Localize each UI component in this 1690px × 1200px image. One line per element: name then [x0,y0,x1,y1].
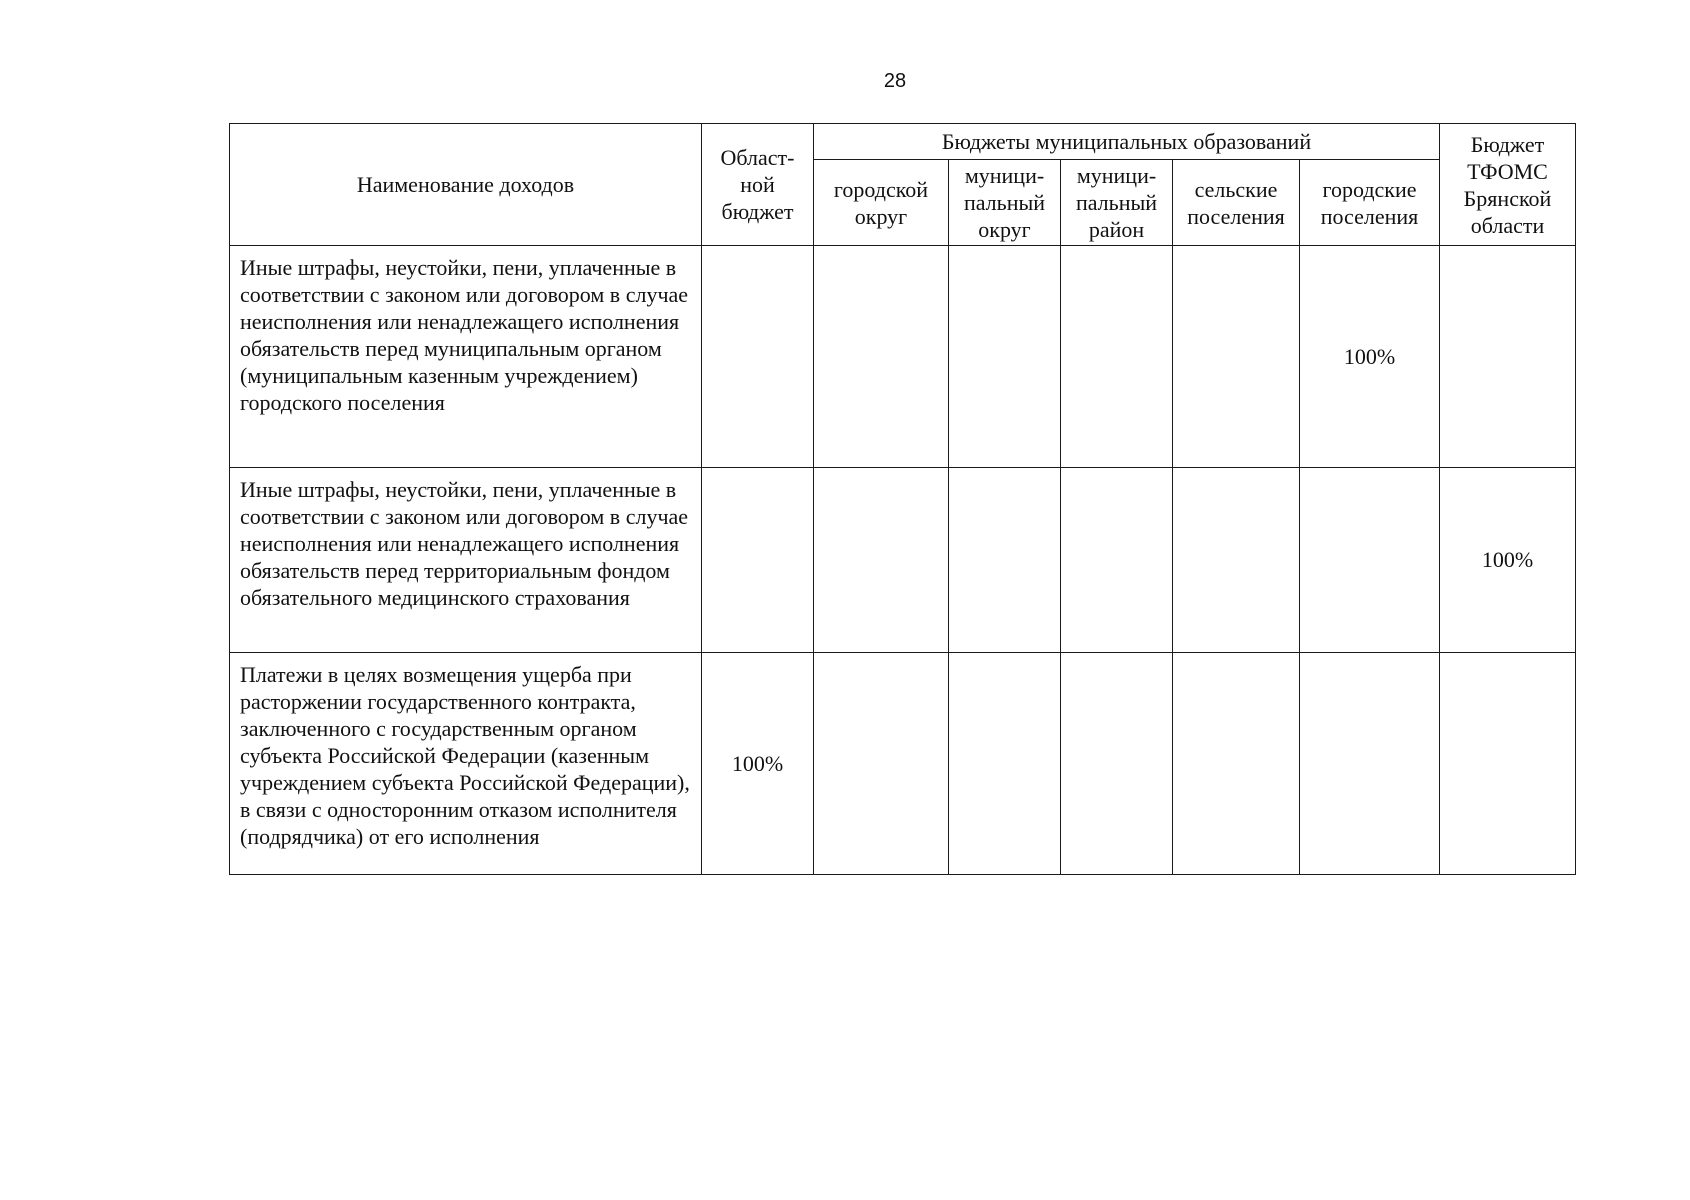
revenue-name-cell: Иные штрафы, неустойки, пени, уплаченные в соответствии с законом или договором в случае неисполнения или ненадлежащего исполнения обязательств перед территориальным фондом обязательного медицинского страхования [230,468,702,653]
table-row [230,468,1576,653]
header-municipal-district: муници- пальный округ [949,160,1061,246]
regional-value-cell [702,246,814,468]
urban-settlements-value-cell: 100% [1300,246,1440,468]
header-tfoms-budget: Бюджет ТФОМС Брянской области [1440,124,1576,246]
header-regional-budget: Област- ной бюджет [702,124,814,246]
header-city-district: городской округ [814,160,949,246]
table-row [230,246,1576,468]
tfoms-value-cell: 100% [1440,468,1576,653]
regional-value-cell: 100% [702,653,814,875]
regional-value-cell [702,468,814,653]
municipal-district-value-cell [949,246,1061,468]
header-rural-settlements: сельские поселения [1173,160,1300,246]
city-district-value-cell [814,653,949,875]
header-urban-settlements: городские поселения [1300,160,1440,246]
municipal-district-value-cell [949,468,1061,653]
header-municipal-budgets: Бюджеты муниципальных образований [814,124,1440,160]
page-number: 28 [883,70,907,92]
urban-settlements-value-cell [1300,468,1440,653]
urban-settlements-value-cell [1300,653,1440,875]
municipal-district-value-cell [949,653,1061,875]
header-revenue-name: Наименование доходов [230,124,702,246]
municipal-region-value-cell [1061,246,1173,468]
tfoms-value-cell [1440,653,1576,875]
city-district-value-cell [814,246,949,468]
header-municipal-region: муници- пальный район [1061,160,1173,246]
table-row [230,653,1576,875]
municipal-region-value-cell [1061,653,1173,875]
revenue-distribution-table [229,123,1576,875]
rural-settlements-value-cell [1173,468,1300,653]
municipal-region-value-cell [1061,468,1173,653]
tfoms-value-cell [1440,246,1576,468]
revenue-name-cell: Иные штрафы, неустойки, пени, уплаченные в соответствии с законом или договором в случае неисполнения или ненадлежащего исполнения обязательств перед муниципальным органом (муниципальным казенным учреждением) городского поселения [230,246,702,468]
rural-settlements-value-cell [1173,246,1300,468]
city-district-value-cell [814,468,949,653]
rural-settlements-value-cell [1173,653,1300,875]
revenue-name-cell: Платежи в целях возмещения ущерба при расторжении государственного контракта, заключенного с государственным органом субъекта Российской Федерации (казенным учреждением субъекта Российской Федерации), в связи с односторонним отказом исполнителя (подрядчика) от его исполнения [230,653,702,875]
